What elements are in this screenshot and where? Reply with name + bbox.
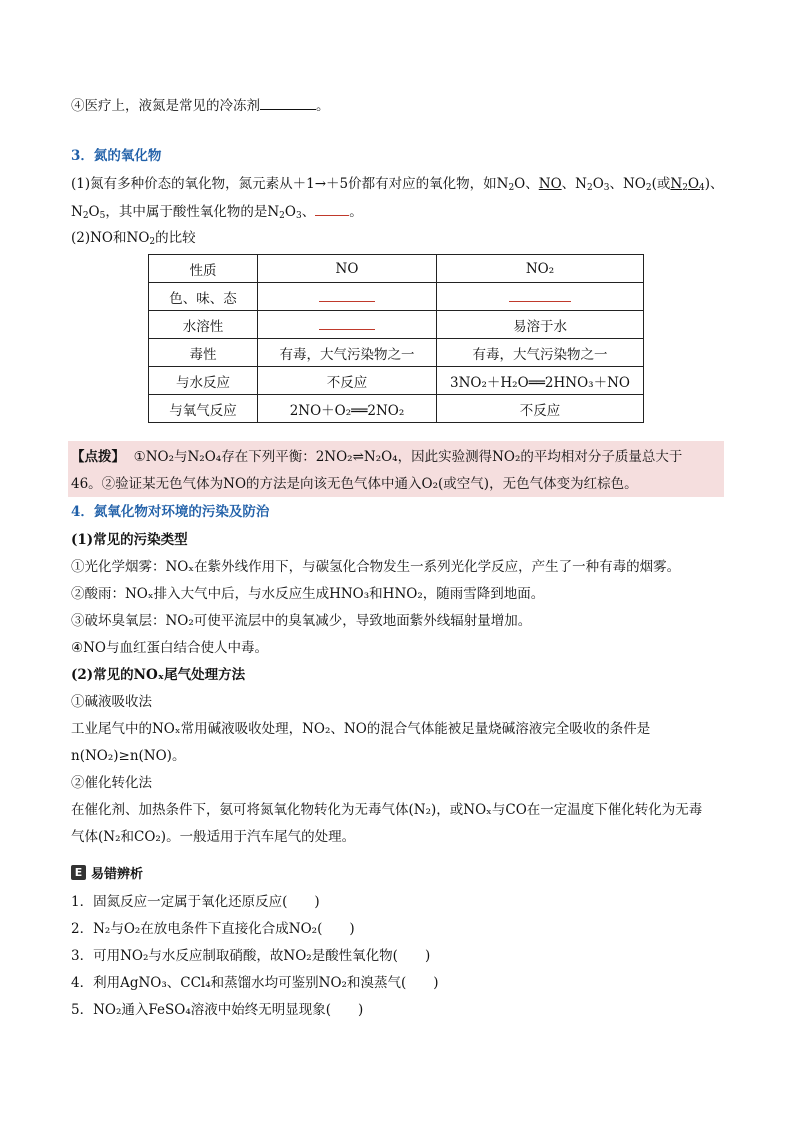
table-cell: 有毒，大气污染物之一 — [258, 339, 437, 367]
tip-line-2: 46。②验证某无色气体为NO的方法是向该无色气体中通入O₂(或空气)，无色气体变为红棕色。 — [71, 476, 638, 492]
table-cell: 毒性 — [149, 339, 258, 367]
method-1-title: ①碱液吸收法 — [71, 694, 152, 710]
table-row — [149, 395, 644, 423]
table-cell: 与水反应 — [149, 367, 258, 395]
no-underlined: NO — [538, 176, 562, 192]
table-cell: 有毒，大气污染物之一 — [437, 339, 644, 367]
method-2-para-line2: 气体(N₂和CO₂)。一般适用于汽车尾气的处理。 — [71, 829, 356, 845]
error-item[interactable]: 1．固氮反应一定属于氧化还原反应( ) — [71, 894, 320, 910]
table-cell: 易溶于水 — [437, 311, 644, 339]
pollution-item-2: ②酸雨：NOₓ排入大气中后，与水反应生成HNO₃和HNO₂，随雨雪降到地面。 — [71, 586, 545, 602]
error-analysis-header — [71, 863, 143, 882]
acid-oxide-blank[interactable] — [315, 201, 349, 216]
error-item[interactable]: 2．N₂与O₂在放电条件下直接化合成NO₂( ) — [71, 921, 355, 937]
table-cell-blank[interactable] — [258, 283, 437, 311]
table-header-cell: NO₂ — [437, 255, 644, 283]
pollution-item-4: ④NO与血红蛋白结合使人中毒。 — [71, 640, 268, 656]
table-row — [149, 311, 644, 339]
tip-label: 【点拨】 — [71, 449, 125, 465]
table-cell: 与氧气反应 — [149, 395, 258, 423]
table-cell: 色、味、态 — [149, 283, 258, 311]
pollution-item-1: ①光化学烟雾：NOₓ在紫外线作用下，与碳氢化合物发生一系列光化学反应，产生了一种有毒的烟雾。 — [71, 559, 681, 575]
table-cell-blank[interactable] — [437, 283, 644, 311]
section-4-heading: 4．氮氧化物对环境的污染及防治 — [71, 504, 270, 520]
section-4-sub2: (2)常见的NOₓ尾气处理方法 — [71, 667, 246, 683]
table-header-cell: NO — [258, 255, 437, 283]
error-item[interactable]: 5．NO₂通入FeSO₄溶液中始终无明显现象( ) — [71, 1002, 364, 1018]
compare-title: (2)NO和$NO_2$的比较 — [71, 230, 196, 247]
answer-blank[interactable] — [260, 95, 316, 110]
error-item[interactable]: 4．利用AgNO₃、CCl₄和蒸馏水均可鉴别NO₂和溴蒸气( ) — [71, 975, 439, 991]
tip-line-1: 【点拨】 ①NO₂与N₂O₄存在下列平衡：2NO₂⇌N₂O₄，因此实验测得NO₂的平均相对分子质量总大于 — [71, 449, 683, 465]
error-item[interactable]: 3．可用NO₂与水反应制取硝酸，故NO₂是酸性氧化物( ) — [71, 948, 431, 964]
item-4-medical: ④医疗上，液氮是常见的冷冻剂 。 — [71, 95, 330, 116]
table-cell: 不反应 — [437, 395, 644, 423]
table-cell: 水溶性 — [149, 311, 258, 339]
table-header-cell: 性质 — [149, 255, 258, 283]
section-3-para1-line1: (1)氮有多种价态的氧化物，氮元素从＋1→＋5价都有对应的氧化物，如$N_2O$、NO、$N_2O_3$、$NO_2$(或$N_2O_4$)、 — [71, 176, 724, 193]
error-analysis-icon: E — [71, 865, 86, 880]
table-cell: 3NO₂＋H₂O══2HNO₃＋NO — [437, 367, 644, 395]
method-1-para-line1: 工业尾气中的NOₓ常用碱液吸收处理，NO₂、NO的混合气体能被足量烧碱溶液完全吸收的条件是 — [71, 721, 651, 737]
pollution-item-3: ③破坏臭氧层：NO₂可使平流层中的臭氧减少，导致地面紫外线辐射量增加。 — [71, 613, 532, 629]
table-cell: 不反应 — [258, 367, 437, 395]
table-cell: 2NO＋O₂══2NO₂ — [258, 395, 437, 423]
method-1-para-line2: n(NO₂)≥n(NO)。 — [71, 748, 186, 764]
table-row — [149, 283, 644, 311]
no-no2-comparison-table — [148, 254, 644, 423]
section-3-para1-line2: $N_2O_5$，其中属于酸性氧化物的是$N_2O_3$、 。 — [71, 201, 363, 226]
section-4-sub1: (1)常见的污染类型 — [71, 532, 188, 548]
table-cell-blank[interactable] — [258, 311, 437, 339]
method-2-para-line1: 在催化剂、加热条件下，氨可将氮氧化物转化为无毒气体(N₂)，或NOₓ与CO在一定温度下催化转化为无毒 — [71, 802, 703, 818]
section-3-heading: 3．氮的氧化物 — [71, 148, 162, 164]
method-2-title: ②催化转化法 — [71, 775, 152, 791]
table-row — [149, 367, 644, 395]
error-analysis-title: 易错辨析 — [91, 867, 144, 882]
table-header-row — [149, 255, 644, 283]
table-row — [149, 339, 644, 367]
